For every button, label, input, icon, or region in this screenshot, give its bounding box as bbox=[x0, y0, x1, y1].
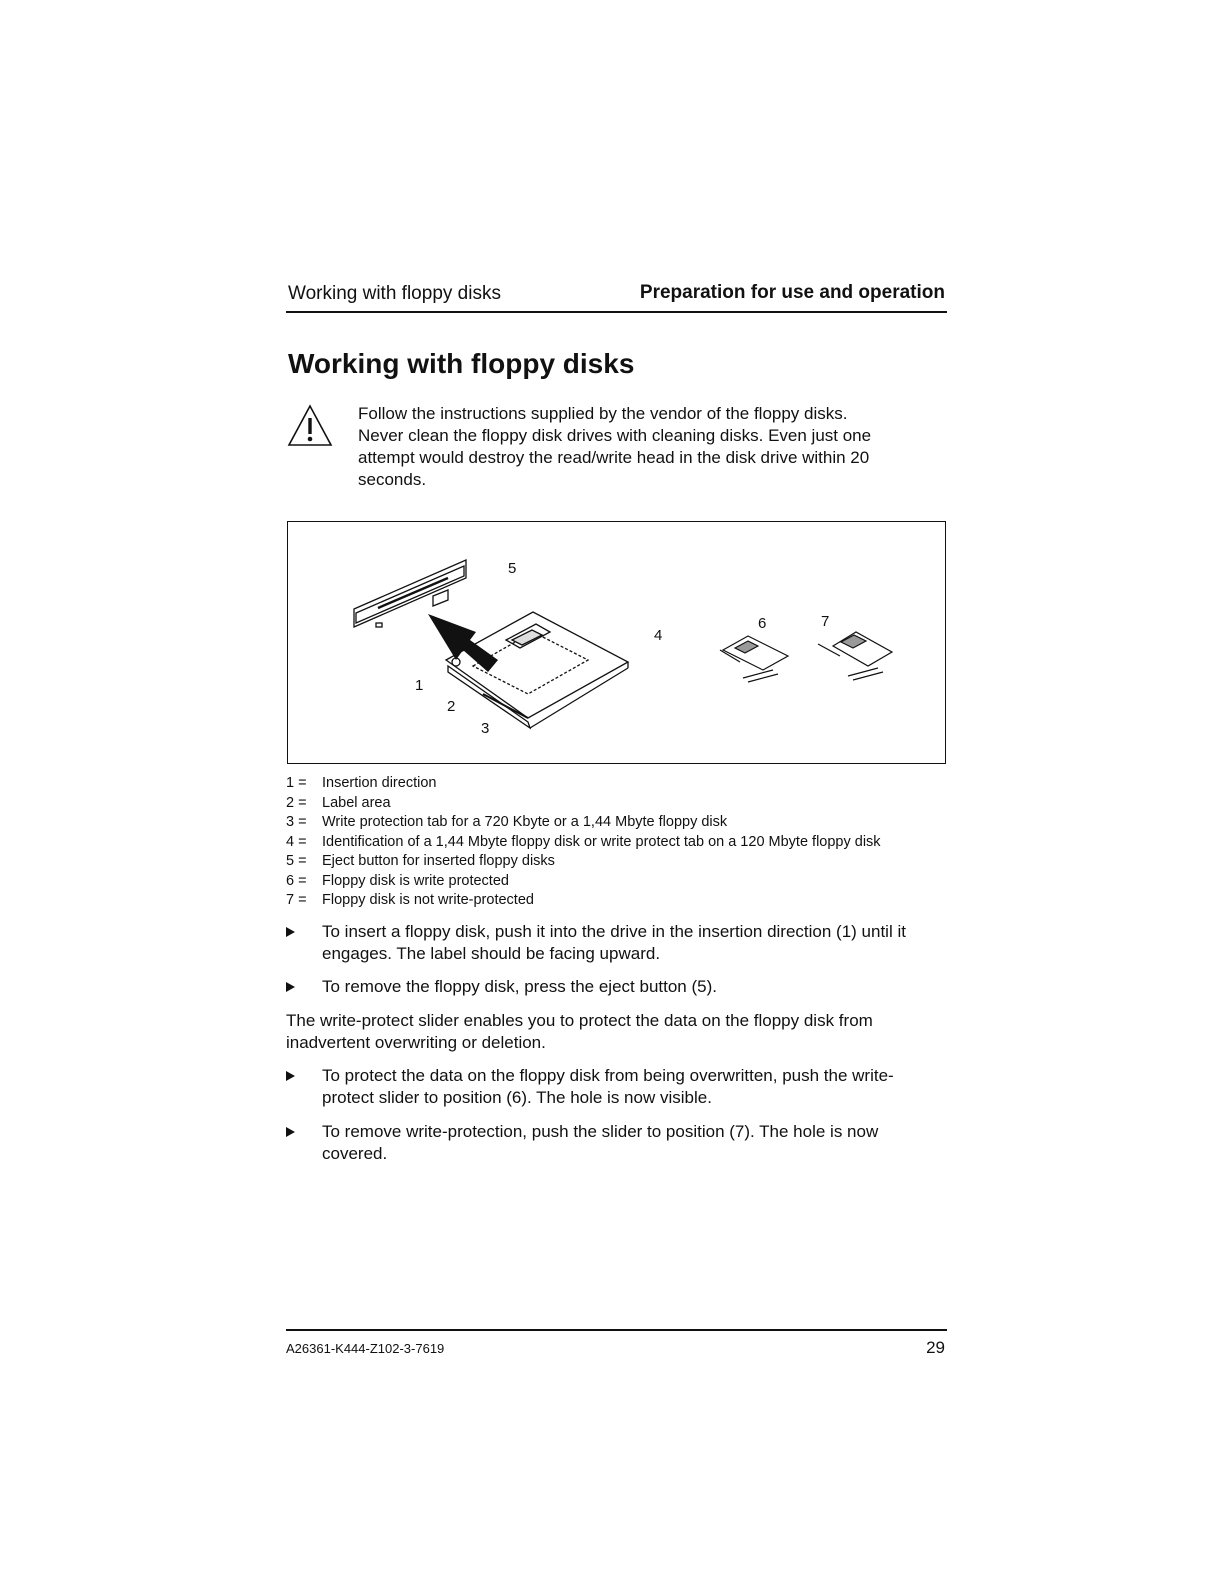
footer-rule bbox=[286, 1329, 947, 1331]
legend-item: 2 = Label area bbox=[286, 794, 391, 811]
warning-line: Never clean the floppy disk drives with cleaning disks. Even just one attempt would destroy the read/write head in the disk drive within 20 seconds. bbox=[358, 426, 872, 489]
running-header-chapter: Preparation for use and operation bbox=[639, 282, 945, 303]
bullet-arrow-icon bbox=[286, 982, 295, 992]
warning-triangle-icon bbox=[286, 403, 334, 449]
write-protect-paragraph: The write-protect slider enables you to protect the data on the floppy disk from inadvertent overwriting or deletion. bbox=[286, 1011, 873, 1052]
header-rule bbox=[286, 311, 947, 313]
legend-item: 7 = Floppy disk is not write-protected bbox=[286, 892, 534, 908]
disk-corner-not-write-protected bbox=[818, 632, 892, 680]
warning-text bbox=[358, 403, 918, 491]
insertion-arrow bbox=[428, 614, 498, 672]
legend-item: 6 = Floppy disk is write protected bbox=[286, 872, 509, 889]
warning-line: Follow the instructions supplied by the vendor of the floppy disks. bbox=[358, 404, 848, 423]
legend-item: 3 = Write protection tab for a 720 Kbyte or a 1,44 Mbyte floppy disk bbox=[286, 814, 728, 830]
bullet-arrow-icon bbox=[286, 927, 295, 937]
callout-7: 7 bbox=[821, 613, 830, 630]
floppy-drive bbox=[354, 560, 466, 627]
floppy-disk bbox=[446, 612, 628, 728]
callout-5: 5 bbox=[508, 560, 517, 577]
disk-corner-write-protected bbox=[720, 636, 788, 682]
figure-legend bbox=[286, 774, 881, 911]
callout-1: 1 bbox=[415, 677, 424, 694]
bullet-arrow-icon bbox=[286, 1127, 295, 1137]
callout-4: 4 bbox=[654, 627, 663, 644]
callout-6: 6 bbox=[758, 615, 767, 632]
page-title: Working with floppy disks bbox=[288, 348, 635, 379]
page-number: 29 bbox=[926, 1338, 945, 1357]
floppy-disk-figure bbox=[287, 521, 946, 764]
legend-item: 1 = Insertion direction bbox=[286, 775, 437, 791]
bullet-arrow-icon bbox=[286, 1071, 295, 1081]
floppy-illustration bbox=[288, 522, 947, 765]
callout-2: 2 bbox=[447, 698, 456, 715]
running-header-section: Working with floppy disks bbox=[288, 283, 501, 304]
callout-3: 3 bbox=[481, 720, 490, 737]
legend-item: 5 = Eject button for inserted floppy disks bbox=[286, 853, 555, 869]
document-id: A26361-K444-Z102-3-7619 bbox=[286, 1341, 445, 1356]
legend-item: 4 = Identification of a 1,44 Mbyte floppy disk or write protect tab on a 120 Mbyte floppy disk bbox=[286, 833, 881, 850]
eject-button bbox=[433, 590, 448, 606]
